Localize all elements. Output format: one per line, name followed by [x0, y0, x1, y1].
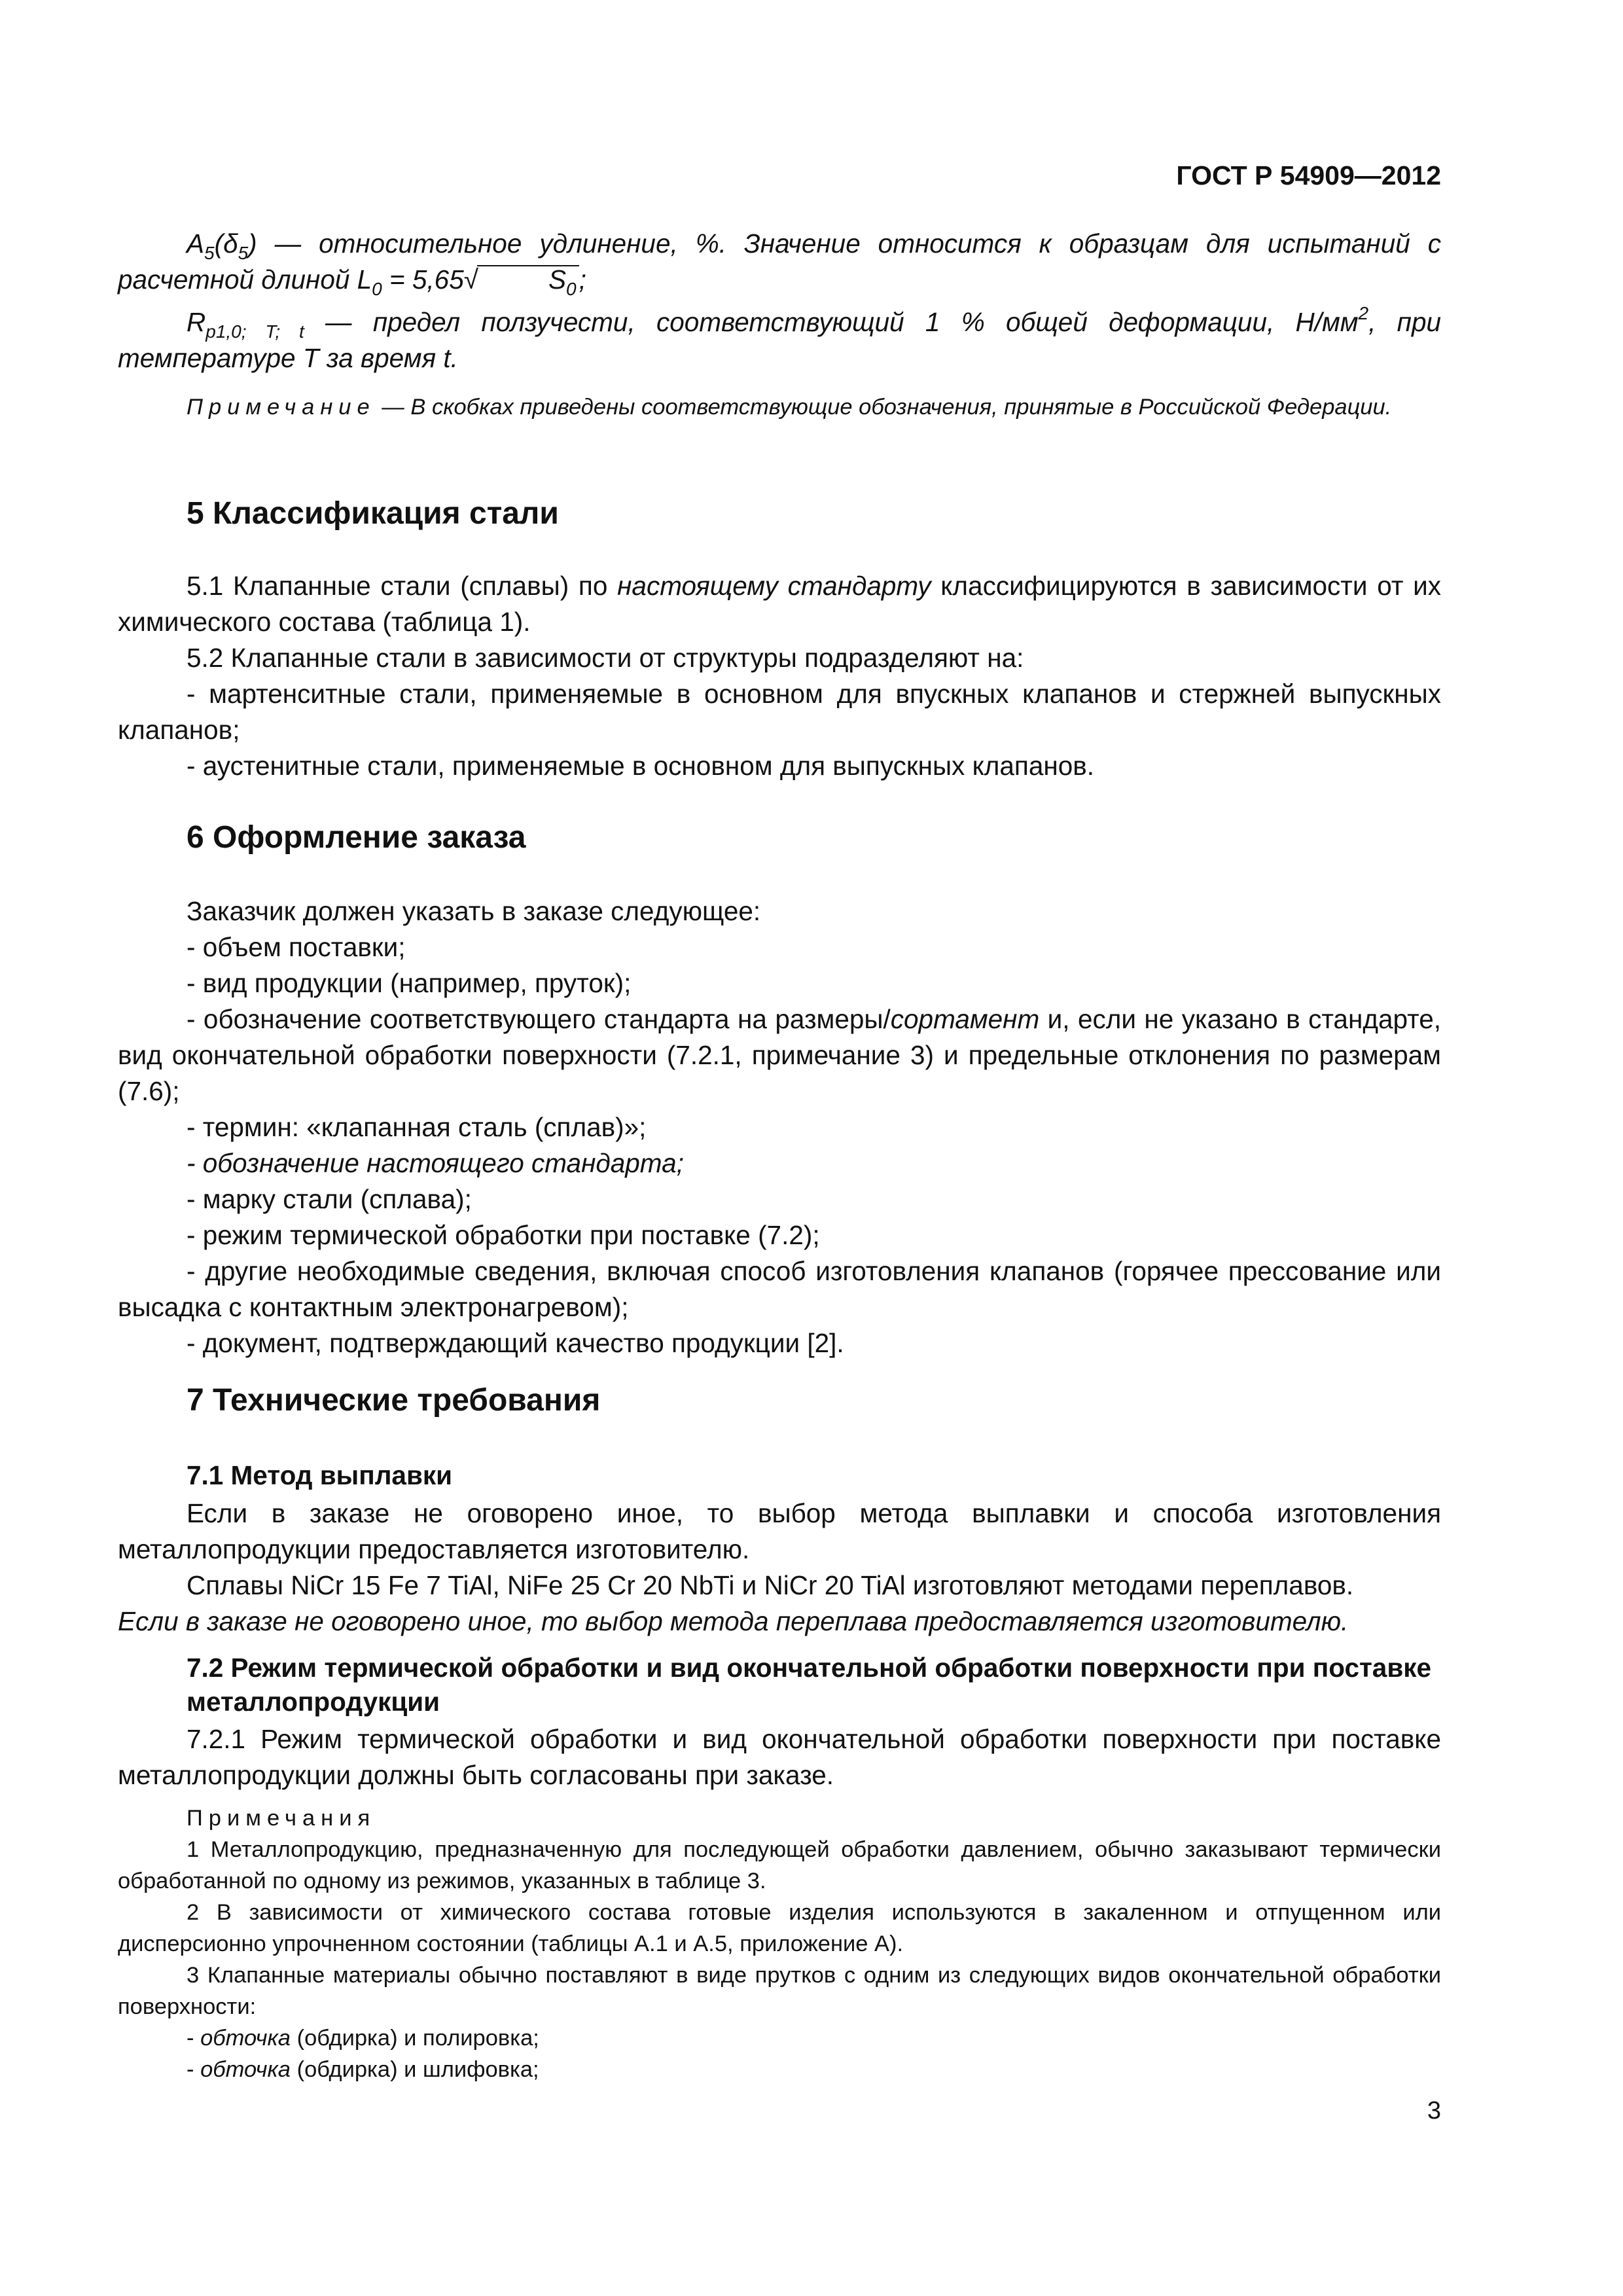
- list-item: - обозначение настоящего стандарта;: [187, 1148, 684, 1178]
- section-7-title: 7 Технические требования: [187, 1383, 601, 1418]
- section-7-1-para: Если в заказе не оговорено иное, то выбор метода выплавки и способа изготовления металлопродукции предоставляется изготовителю.: [118, 1498, 1441, 1564]
- definition-rp: $R_{p1,0; T; t}$ — предел ползучести, соответствующий 1 % общей деформации, $Н/мм^2$, при температуре T за время t.: [118, 303, 1442, 373]
- list-item: - другие необходимые сведения, включая способ изготовления клапанов (горячее прессование или высадка с контактным электронагревом);: [118, 1256, 1441, 1322]
- section-7-1-title: 7.1 Метод выплавки: [187, 1460, 453, 1490]
- list-item: - вид продукции (например, пруток);: [187, 968, 632, 998]
- note-list-item: - обточка (обдирка) и шлифовка;: [187, 2057, 539, 2082]
- notes-label: Примечания: [187, 1806, 376, 1831]
- list-item: - марку стали (сплава);: [187, 1184, 472, 1214]
- document-id: ГОСТ Р 54909—2012: [1176, 160, 1441, 190]
- list-item: - режим термической обработки при поставке (7.2);: [187, 1220, 820, 1250]
- section-6-title: 6 Оформление заказа: [187, 820, 526, 855]
- list-item: - документ, подтверждающий качество продукции [2].: [187, 1328, 844, 1358]
- list-item: - термин: «клапанная сталь (сплав)»;: [187, 1112, 647, 1142]
- section-7-2-title: 7.2 Режим термической обработки и вид окончательной обработки поверхности при поставке металлопродукции: [187, 1653, 1432, 1717]
- list-item: - объем поставки;: [187, 932, 406, 962]
- sqrt-s0: $S_0$: [477, 265, 579, 293]
- note-item: 2 В зависимости от химического состава готовые изделия используются в закаленном и отпущенном или дисперсионно упрочненном состоянии (таблицы А.1 и А.5, приложение А).: [118, 1900, 1441, 1956]
- note-item: 1 Металлопродукцию, предназначенную для последующей обработки давлением, обычно заказывают термически обработанной по одному из режимов, указанных в таблице 3.: [118, 1837, 1441, 1893]
- section-5-title: 5 Классификация стали: [187, 496, 559, 531]
- list-item: - мартенситные стали, применяемые в основном для впускных клапанов и стержней выпускных клапанов;: [118, 679, 1441, 745]
- note-item: 3 Клапанные материалы обычно поставляют в виде прутков с одним из следующих видов окончательной обработки поверхности:: [118, 1963, 1441, 2019]
- definitions-note: Примечание — В скобках приведены соответствующие обозначения, принятые в Российской Федерации.: [187, 395, 1392, 420]
- list-item: - обозначение соответствующего стандарта на размеры/сортамент и, если не указано в стандарте, вид окончательной обработки поверхности (7.2.1, примечание 3) и предельные отклонения по размерам (7.6);: [118, 1004, 1441, 1106]
- definition-a5: $A_5(\delta_5)$ — относительное удлинение, %. Значение относится к образцам для испытаний с расчетной длиной $L_0 = 5,65√$ $S_0$;: [118, 228, 1441, 299]
- document-page: [118, 0, 1441, 2296]
- page-number: 3: [1427, 2097, 1441, 2125]
- section-5-1: 5.1 Клапанные стали (сплавы) по настоящему стандарту классифицируются в зависимости от их химического состава (таблица 1).: [118, 571, 1441, 637]
- section-7-2-1: 7.2.1 Режим термической обработки и вид окончательной обработки поверхности при поставке металлопродукции должны быть согласованы при заказе.: [118, 1724, 1441, 1790]
- section-6-intro: Заказчик должен указать в заказе следующее:: [187, 896, 761, 926]
- list-item: - аустенитные стали, применяемые в основном для выпускных клапанов.: [187, 751, 1095, 781]
- section-5-2: 5.2 Клапанные стали в зависимости от структуры подразделяют на:: [187, 643, 1024, 673]
- section-7-1-para: Если в заказе не оговорено иное, то выбор метода переплава предоставляется изготовителю.: [118, 1606, 1349, 1636]
- note-list-item: - обточка (обдирка) и полировка;: [187, 2026, 539, 2051]
- section-7-1-para: Сплавы NiCr 15 Fe 7 TiAl, NiFe 25 Cr 20 NbTi и NiCr 20 TiAl изготовляют методами переплавов.: [187, 1570, 1354, 1600]
